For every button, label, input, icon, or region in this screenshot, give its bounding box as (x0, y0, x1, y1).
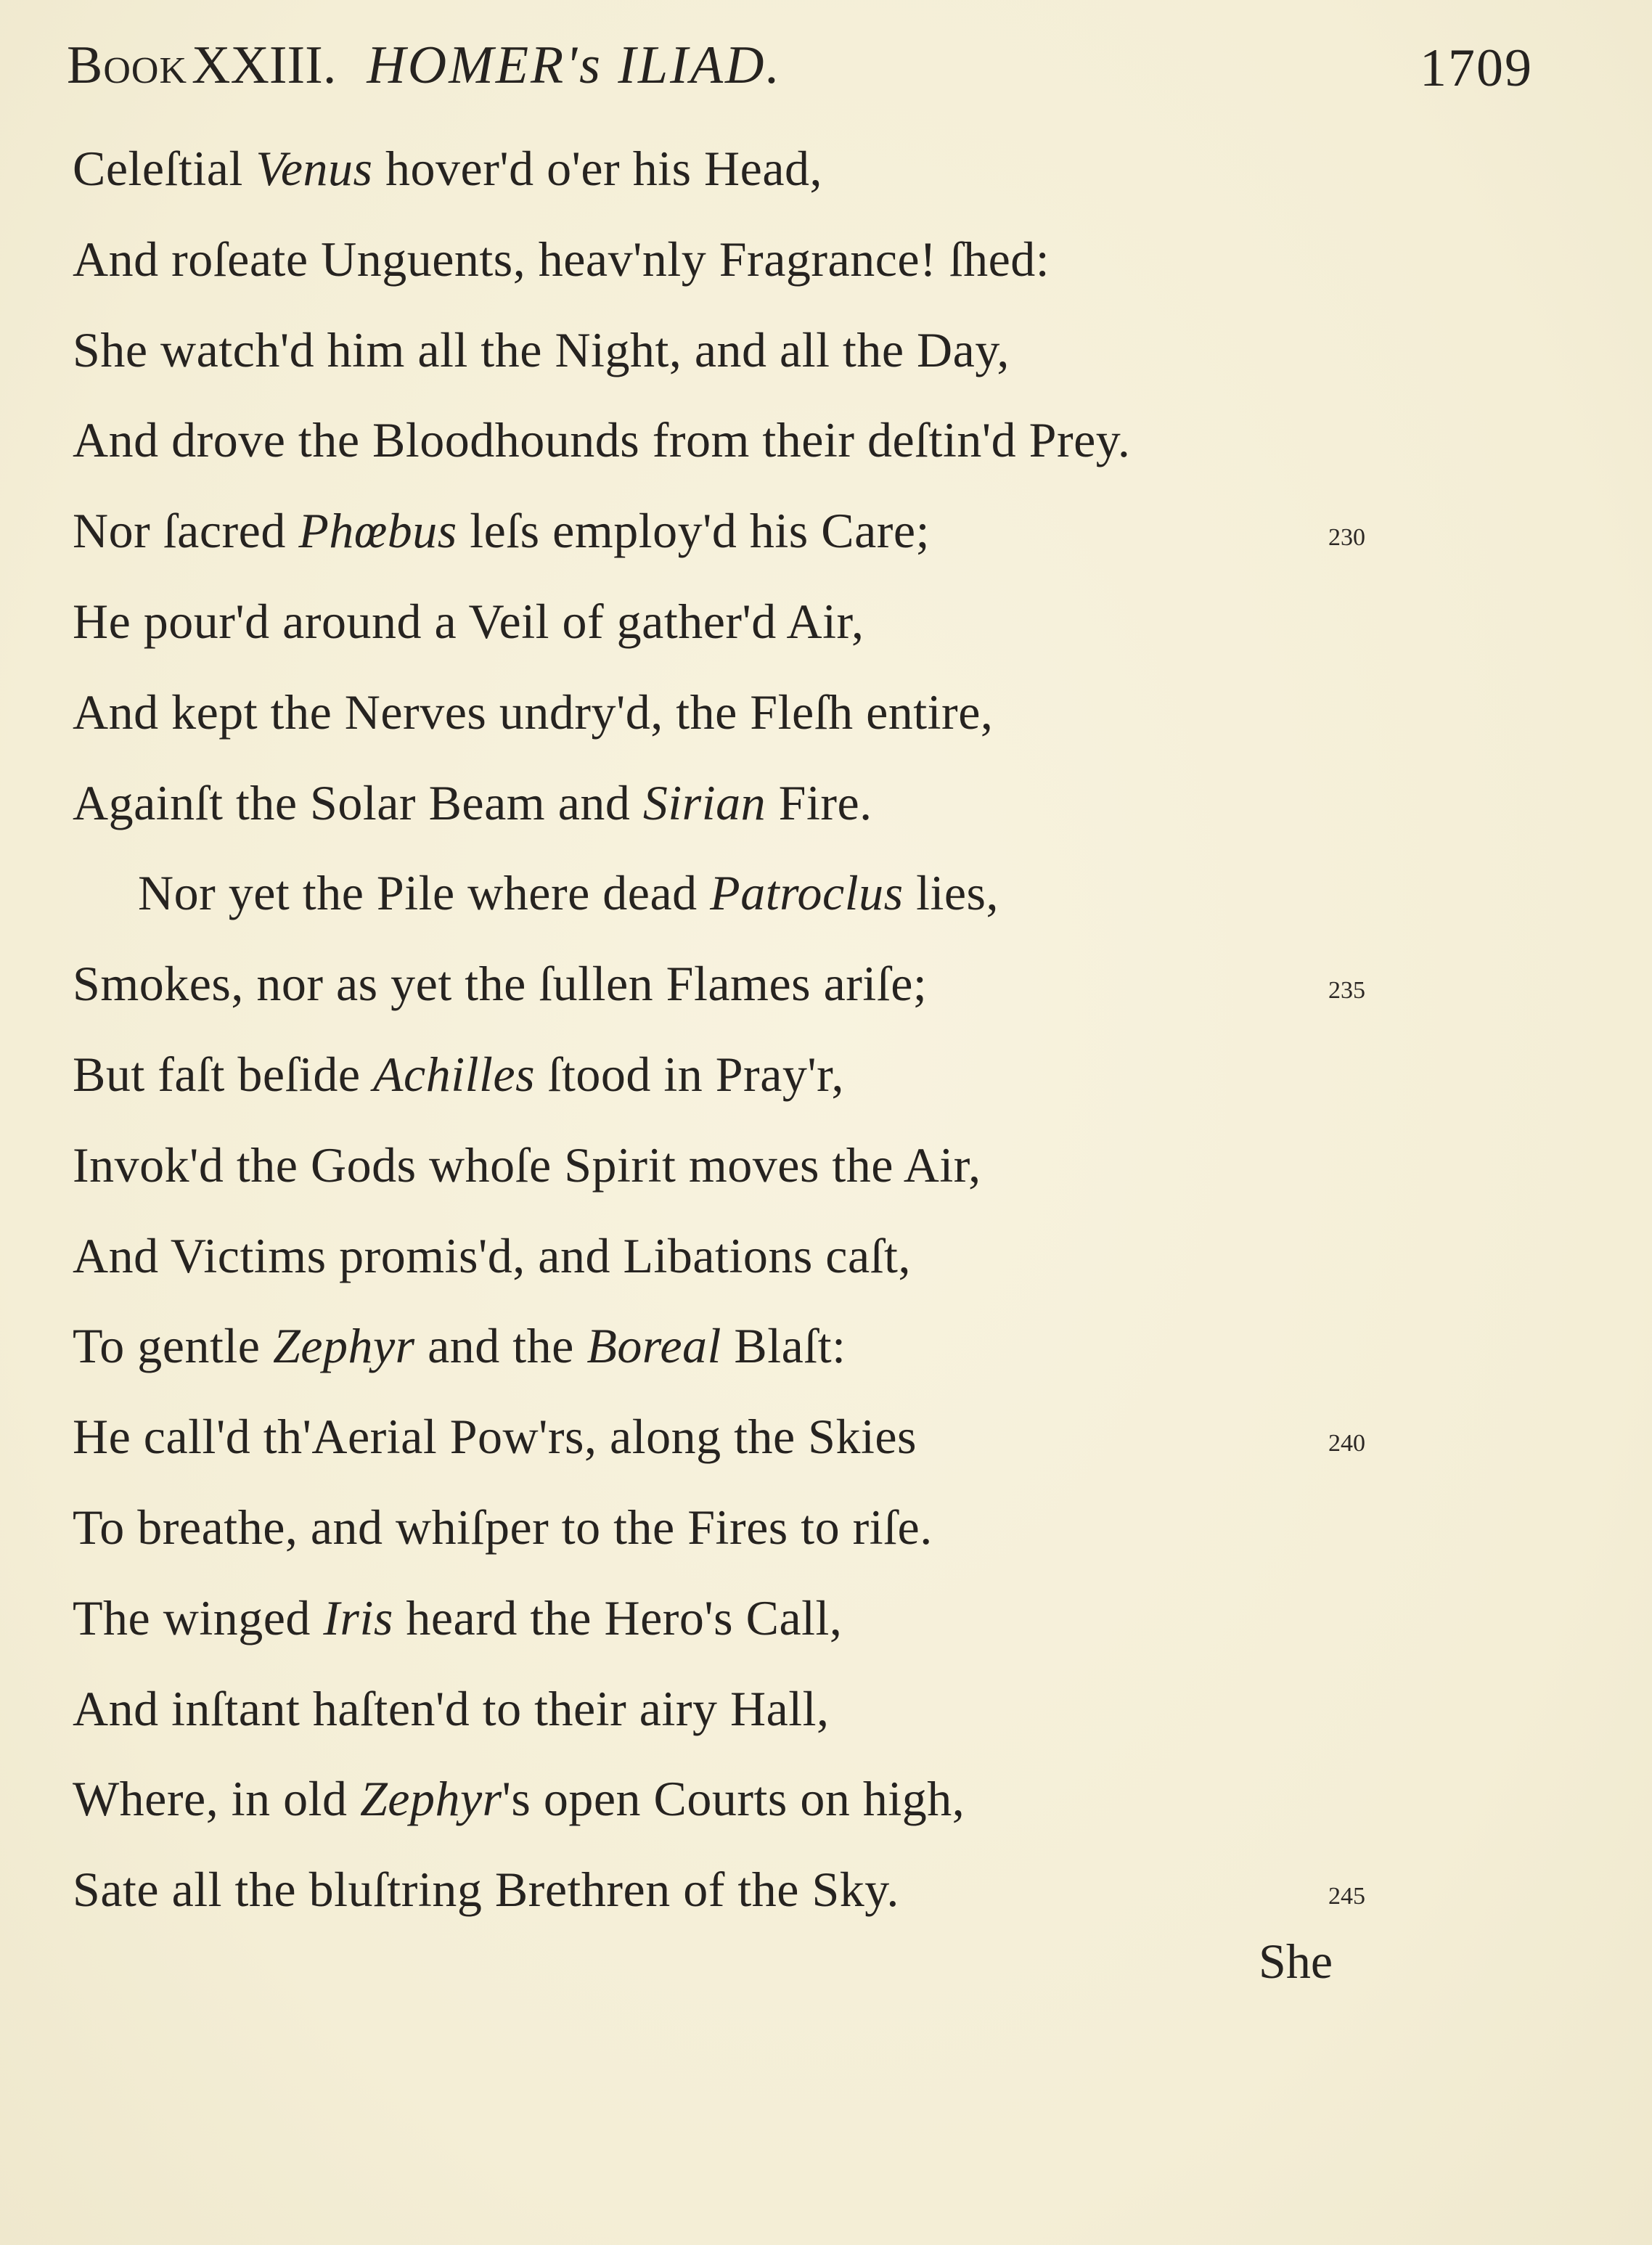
line-number: 245 (1328, 1883, 1365, 1910)
verse-text: 's open Courts on high, (502, 1771, 965, 1826)
proper-name: Iris (323, 1590, 393, 1645)
verse-line (73, 1573, 842, 1663)
verse-text: Sate all the bluſtring Brethren of the Sky. (73, 1862, 899, 1917)
verse-text: lies, (903, 865, 999, 920)
verse-text: The winged (73, 1590, 324, 1645)
catchword: She (1259, 1934, 1333, 1989)
verse-text: He call'd th'Aerial Pow'rs, along the Skies (73, 1409, 917, 1464)
book-label: Book (67, 36, 188, 95)
verse-line (73, 123, 822, 213)
verse-text: Againſt the Solar Beam and (73, 775, 643, 830)
verse-line (73, 758, 872, 848)
verse-text: To breathe, and whiſper to the Fires to riſe. (73, 1500, 933, 1555)
proper-name: Venus (255, 141, 373, 196)
verse-line (73, 1029, 844, 1119)
verse-line (73, 305, 1010, 395)
verse-line (73, 939, 927, 1029)
proper-name: Boreal (586, 1318, 721, 1373)
verse-line (73, 1120, 981, 1210)
verse-line (73, 1391, 917, 1481)
verse-line (73, 214, 1050, 304)
verse-text: Where, in old (73, 1771, 360, 1826)
verse-text: Fire. (766, 775, 872, 830)
verse-line (73, 667, 993, 757)
verse-text: And kept the Nerves undry'd, the Fleſh entire, (73, 684, 994, 740)
verse-text: ſtood in Pray'r, (535, 1047, 845, 1102)
verse-text: and the (414, 1318, 587, 1373)
verse-text: hover'd o'er his Head, (372, 141, 823, 196)
line-number: 235 (1328, 977, 1365, 1004)
verse-line (73, 486, 930, 576)
line-number: 230 (1328, 524, 1365, 551)
work-title: HOMER's ILIAD. (367, 36, 782, 95)
verse-text: Invok'd the Gods whoſe Spirit moves the Air, (73, 1137, 981, 1193)
verse-line (73, 1664, 830, 1754)
verse-text: She watch'd him all the Night, and all the Day, (73, 322, 1010, 377)
verse-text: And roſeate Unguents, heav'nly Fragrance! ſhed: (73, 232, 1050, 287)
verse-text: To gentle (73, 1318, 273, 1373)
verse-line (73, 1301, 846, 1391)
book-number: XXIII. (192, 36, 337, 95)
verse-text: Nor ſacred (73, 503, 299, 558)
verse-text: Nor yet the Pile where dead (138, 865, 711, 920)
proper-name: Phœbus (298, 503, 457, 558)
verse-text: He pour'd around a Veil of gather'd Air, (73, 594, 864, 649)
verse-line (138, 848, 999, 938)
verse-text: And inſtant haſten'd to their airy Hall, (73, 1681, 830, 1736)
proper-name: Achilles (373, 1047, 536, 1102)
verse-text: heard the Hero's Call, (393, 1590, 843, 1645)
verse-line (73, 1844, 899, 1934)
page-number: 1709 (1420, 38, 1533, 98)
proper-name: Patroclus (710, 865, 904, 920)
verse-text: Blaſt: (721, 1318, 846, 1373)
verse-text: leſs employ'd his Care; (457, 503, 930, 558)
verse-line (73, 395, 1130, 485)
verse-line (73, 1211, 911, 1301)
verse-text: And Victims promis'd, and Libations caſt, (73, 1228, 911, 1283)
verse-text: Smokes, nor as yet the ſullen Flames ariſe; (73, 956, 928, 1011)
verse-line (73, 576, 864, 666)
verse-line (73, 1482, 933, 1572)
line-number: 240 (1328, 1430, 1365, 1457)
verse-text: And drove the Bloodhounds from their deſtin'd Prey. (73, 412, 1131, 467)
proper-name: Zephyr (272, 1318, 415, 1373)
verse-text: Celeſtial (73, 141, 256, 196)
proper-name: Sirian (642, 775, 766, 830)
verse-text: But faſt beſide (73, 1047, 374, 1102)
proper-name: Zephyr (359, 1771, 502, 1826)
verse-line (73, 1754, 965, 1844)
